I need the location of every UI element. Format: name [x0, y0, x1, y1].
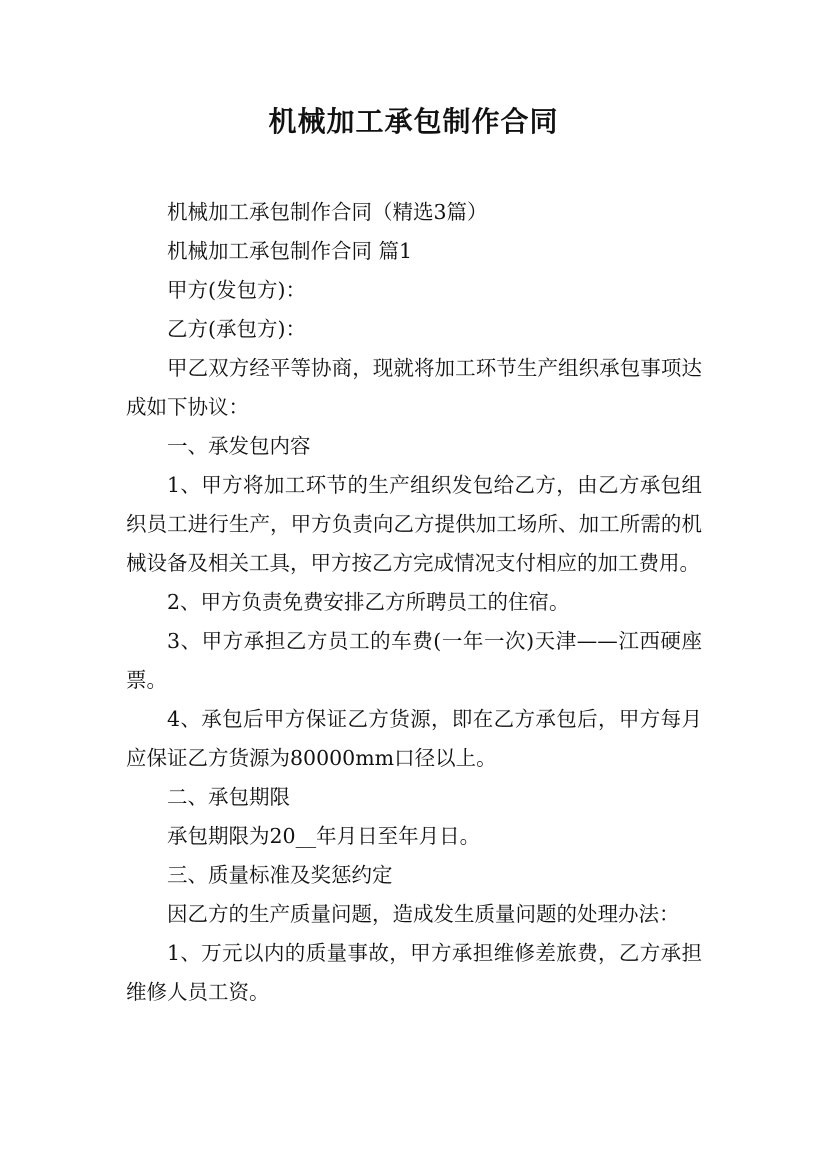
- paragraph-quality-clause-1: 1、万元以内的质量事故，甲方承担维修差旅费，乙方承担维修人员工资。: [126, 941, 702, 1004]
- paragraph-section-heading: 机械加工承包制作合同 篇1: [167, 239, 413, 263]
- paragraph-clause-2: 2、甲方负责免费安排乙方所聘员工的住宿。: [167, 590, 570, 614]
- paragraph-party-b: 乙方(承包方)：: [167, 317, 306, 341]
- paragraph-clause-4: 4、承包后甲方保证乙方货源，即在乙方承包后，甲方每月应保证乙方货源为80000mm口径以上。: [126, 707, 702, 770]
- paragraph-term: 承包期限为20__年月日至年月日。: [167, 824, 481, 848]
- paragraph-subtitle: 机械加工承包制作合同（精选3篇）: [167, 200, 488, 224]
- paragraph-heading-2: 二、承包期限: [167, 785, 290, 809]
- paragraph-heading-1: 一、承发包内容: [167, 434, 311, 458]
- document-title: 机械加工承包制作合同: [268, 105, 559, 138]
- paragraph-quality-intro: 因乙方的生产质量问题，造成发生质量问题的处理办法：: [167, 902, 680, 926]
- document-body: [126, 193, 702, 1012]
- paragraph-preamble: 甲乙双方经平等协商，现就将加工环节生产组织承包事项达成如下协议：: [126, 356, 702, 419]
- paragraph-heading-3: 三、质量标准及奖惩约定: [167, 863, 393, 887]
- paragraph-clause-1: 1、甲方将加工环节的生产组织发包给乙方，由乙方承包组织员工进行生产，甲方负责向乙方提供加工场所、加工所需的机械设备及相关工具，甲方按乙方完成情况支付相应的加工费用。: [126, 473, 702, 575]
- paragraph-clause-3: 3、甲方承担乙方员工的车费(一年一次)天津——江西硬座票。: [126, 629, 702, 692]
- paragraph-party-a: 甲方(发包方)：: [167, 278, 306, 302]
